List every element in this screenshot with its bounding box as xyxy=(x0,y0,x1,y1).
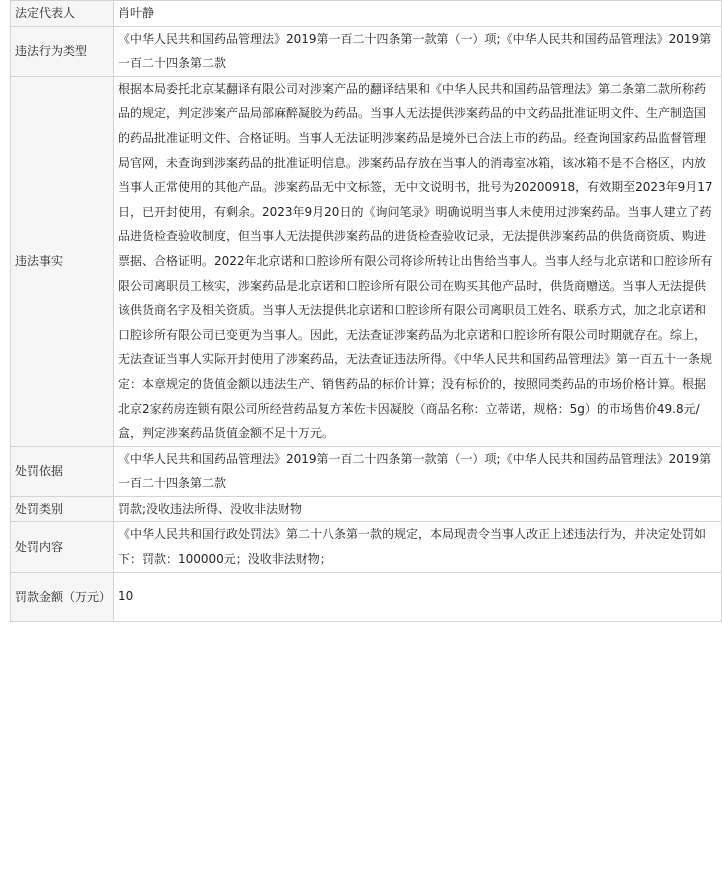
row-content xyxy=(11,522,722,572)
row-fine xyxy=(11,572,722,621)
content-value: 《中华人民共和国行政处罚法》第二十八条第一款的规定，本局现责令当事人改正上述违法行为，并决定处罚如下：罚款：100000元；没收非法财物； xyxy=(114,522,722,572)
row-facts xyxy=(11,76,722,446)
basis-label: 处罚依据 xyxy=(11,446,114,496)
category-value: 罚款;没收违法所得、没收非法财物 xyxy=(114,496,722,522)
violation-type-label: 违法行为类型 xyxy=(11,26,114,76)
penalty-info-sheet xyxy=(10,0,722,622)
fine-value: 10 xyxy=(114,572,722,621)
violation-type-value: 《中华人民共和国药品管理法》2019第一百二十四条第一款第（一）项;《中华人民共和国药品管理法》2019第一百二十四条第二款 xyxy=(114,26,722,76)
basis-value: 《中华人民共和国药品管理法》2019第一百二十四条第一款第（一）项;《中华人民共和国药品管理法》2019第一百二十四条第二款 xyxy=(114,446,722,496)
legal-rep-value: 肖叶静 xyxy=(114,1,722,27)
row-category xyxy=(11,496,722,522)
row-violation-type xyxy=(11,26,722,76)
facts-label: 违法事实 xyxy=(11,76,114,446)
legal-rep-label: 法定代表人 xyxy=(11,1,114,27)
category-label: 处罚类别 xyxy=(11,496,114,522)
fine-label: 罚款金额（万元） xyxy=(11,572,114,621)
facts-value: 根据本局委托北京某翻译有限公司对涉案产品的翻译结果和《中华人民共和国药品管理法》第二条第二款所称药品的规定，判定涉案产品局部麻醉凝胶为药品。当事人无法提供涉案药品的中文药品批准证明文件、生产制造国的药品批准证明文件、合格证明。当事人无法证明涉案药品是境外已合法上市的药品。经查询国家药品监督管理局官网，未查询到涉案药品的批准证明信息。涉案药品存放在当事人的消毒室冰箱，该冰箱不是不合格区，内放当事人正常使用的其他产品。涉案药品无中文标签，无中文说明书，批号为20200918，有效期至2023年9月17日，已开封使用，有剩余。2023年9月20日的《询问笔录》明确说明当事人未使用过涉案药品。当事人建立了药品进货检查验收制度，但当事人无法提供涉案药品的进货检查验收记录，无法提供涉案药品的供货商资质、购进票据、合格证明。2022年北京诺和口腔诊所有限公司将诊所转让出售给当事人。当事人经与北京诺和口腔诊所有限公司离职员工核实，涉案药品是北京诺和口腔诊所有限公司在购买其他产品时，供货商赠送。当事人无法提供该供货商名字及相关资质。当事人无法提供北京诺和口腔诊所有限公司离职员工姓名、联系方式，加之北京诺和口腔诊所有限公司已变更为当事人。因此，无法查证涉案药品为北京诺和口腔诊所有限公司时期就存在。综上，无法查证当事人实际开封使用了涉案药品，无法查证违法所得。《中华人民共和国药品管理法》第一百五十一条规定：本章规定的货值金额以违法生产、销售药品的标价计算；没有标价的，按照同类药品的市场价格计算。根据北京2家药房连锁有限公司所经营药品复方苯佐卡因凝胶（商品名称：立蒂诺，规格：5g）的市场售价49.8元/盒，判定涉案药品货值金额不足十万元。 xyxy=(114,76,722,446)
row-basis xyxy=(11,446,722,496)
penalty-info-table xyxy=(10,0,722,622)
row-legal-rep xyxy=(11,1,722,27)
content-label: 处罚内容 xyxy=(11,522,114,572)
